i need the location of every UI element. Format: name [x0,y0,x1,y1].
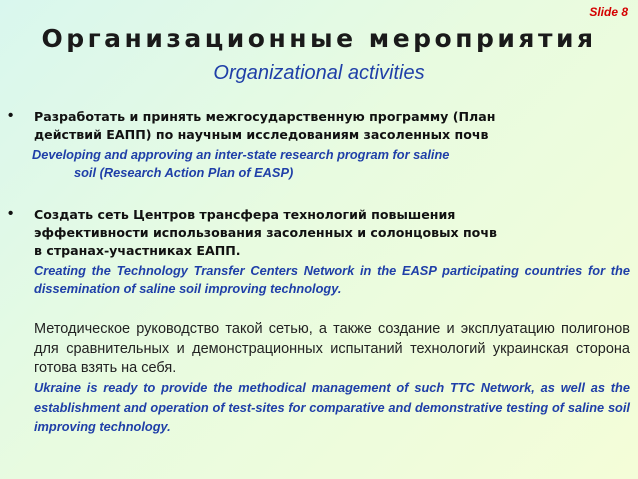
item2-russian-text [34,206,497,260]
item1-russian-text [34,108,495,144]
bullet-2-icon: • [8,205,14,222]
page-title-russian: Организационные мероприятия [41,24,597,53]
slide-number-label: Slide 8 [589,5,628,19]
item1-ru-line1: Разработать и принять межгосударственную программу (План [34,109,496,124]
item2-ru-line1: Создать сеть Центров трансфера технологий повышения [34,207,456,222]
paragraph3-russian-text: Методическое руководство такой сетью, а также создание и эксплуатацию полигонов для сравнительных и демонстрационных испытаний технологий украинская сторона готова взять на себя. [34,321,630,376]
item2-english-text: Creating the Technology Transfer Centers Network in the EASP participating countries for the dissemination of saline soil improving technology. [34,263,630,296]
item2-ru-line2: эффективности использования засоленных и солонцовых почв [34,225,497,240]
item1-ru-line2: действий ЕАПП) по научным исследованиям засоленных почв [34,127,489,142]
bullet-1-icon: • [8,107,14,124]
item1-english-line2: soil (Research Action Plan of EASP) [74,165,294,180]
item2-ru-line3: в странах-участниках ЕАПП. [34,243,241,258]
paragraph3-english-text: Ukraine is ready to provide the methodical management of such TTC Network, as well as the establishment and operation of test-sites for comparative and demonstrative testing of saline soil improving technology. [34,380,630,434]
item1-english-line1: Developing and approving an inter-state research program for saline [32,147,450,162]
page-title-english: Organizational activities [213,62,425,84]
